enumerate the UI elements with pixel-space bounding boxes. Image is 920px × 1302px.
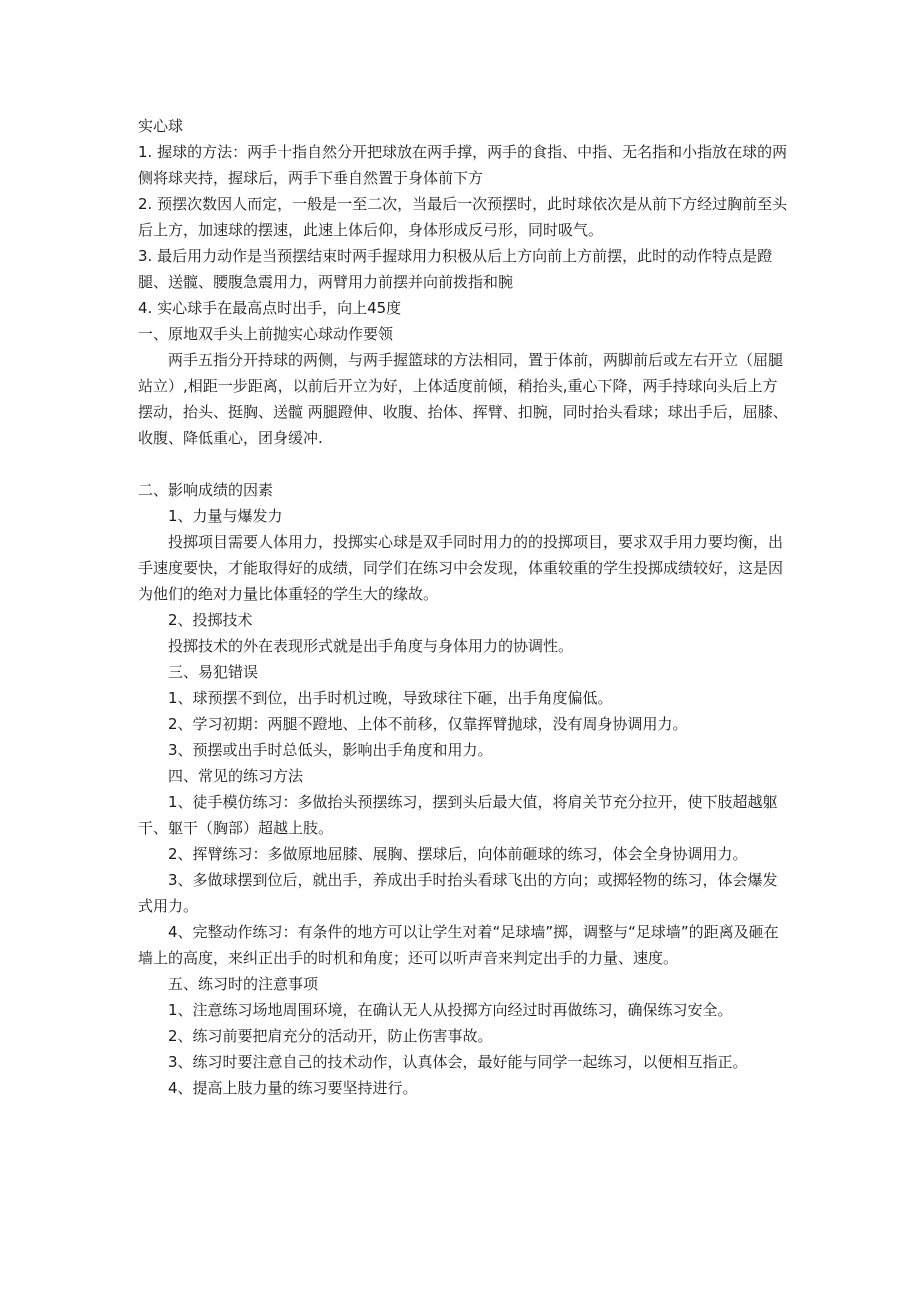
section-3-heading: 三、易犯错误 — [168, 663, 259, 681]
section-5-item: 1、注意练习场地周围环境，在确认无人从投掷方向经过时再做练习，确保练习安全。 — [168, 1001, 733, 1019]
section-4-item: 2、挥臂练习：多做原地屈膝、展胸、摆球后，向体前砸球的练习，体会全身协调用力。 — [168, 845, 748, 863]
grip-step-4: 4. 实心球手在最高点时出手，向上45度 — [138, 299, 402, 317]
section-5-item: 4、提高上肢力量的练习要坚持进行。 — [168, 1079, 418, 1097]
section-4-item: 4、完整动作练习：有条件的地方可以让学生对着“足球墙”掷，调整与“足球墙”的距离及砸在墙上的高度，来纠正出手的时机和角度；还可以听声音来判定出手的力量、速度。 — [138, 923, 779, 967]
section-2-heading: 二、影响成绩的因素 — [138, 481, 274, 499]
section-2-sub-2: 2、投掷技术 — [168, 611, 253, 629]
grip-step-3: 3. 最后用力动作是当预摆结束时两手握球用力积极从后上方向前上方前摆，此时的动作特点是蹬腿、送髋、腰腹急震用力，两臂用力前摆并向前拨指和腕 — [138, 247, 773, 291]
section-5-heading: 五、练习时的注意事项 — [168, 975, 319, 993]
section-3-item: 1、球预摆不到位，出手时机过晚，导致球往下砸，出手角度偏低。 — [168, 689, 613, 707]
section-2-sub-1: 1、力量与爆发力 — [168, 507, 283, 525]
section-1-heading: 一、原地双手头上前抛实心球动作要领 — [138, 325, 394, 343]
section-2-sub-2-body: 投掷技术的外在表现形式就是出手角度与身体用力的协调性。 — [168, 637, 574, 655]
section-4-heading: 四、常见的练习方法 — [168, 767, 304, 785]
grip-step-1: 1. 握球的方法：两手十指自然分开把球放在两手撑，两手的食指、中指、无名指和小指放在球的两侧将球夹持，握球后，两手下垂自然置于身体前下方 — [138, 143, 788, 187]
section-1-body: 两手五指分开持球的两侧，与两手握篮球的方法相同，置于体前，两脚前后或左右开立（屈腿站立）,相距一步距离，以前后开立为好，上体适度前倾，稍抬头,重心下降，两手持球向头后上方摆动，抬头、挺胸、送髋 两腿蹬伸、收腹、抬体、挥臂、扣腕，同时抬头看球；球出手后，屈膝、收腹、降低重心，团身缓冲. — [138, 351, 788, 447]
section-5-item: 3、练习时要注意自己的技术动作，认真体会，最好能与同学一起练习，以便相互指正。 — [168, 1053, 748, 1071]
grip-step-2: 2. 预摆次数因人而定，一般是一至二次，当最后一次预摆时，此时球依次是从前下方经过胸前至头后上方，加速球的摆速，此速上体后仰，身体形成反弓形，同时吸气。 — [138, 195, 788, 239]
section-2-sub-1-body: 投掷项目需要人体用力，投掷实心球是双手同时用力的的投掷项目，要求双手用力要均衡，出手速度要快，才能取得好的成绩，同学们在练习中会发现，体重较重的学生投掷成绩较好，这是因为他们的绝对力量比体重轻的学生大的缘故。 — [138, 533, 784, 603]
section-4-item: 3、多做球摆到位后，就出手，养成出手时抬头看球飞出的方向；或掷轻物的练习，体会爆发式用力。 — [138, 871, 778, 915]
section-3-item: 3、预摆或出手时总低头，影响出手角度和用力。 — [168, 741, 493, 759]
doc-title: 实心球 — [138, 117, 184, 135]
spacer — [138, 451, 790, 477]
document-page — [138, 113, 790, 1101]
section-5-item: 2、练习前要把肩充分的活动开，防止伤害事故。 — [168, 1027, 493, 1045]
section-3-item: 2、学习初期：两腿不蹬地、上体不前移，仅靠挥臂抛球，没有周身协调用力。 — [168, 715, 688, 733]
section-4-item: 1、徒手模仿练习：多做抬头预摆练习，摆到头后最大值，将肩关节充分拉开，使下肢超越躯干、躯干（胸部）超越上肢。 — [138, 793, 778, 837]
